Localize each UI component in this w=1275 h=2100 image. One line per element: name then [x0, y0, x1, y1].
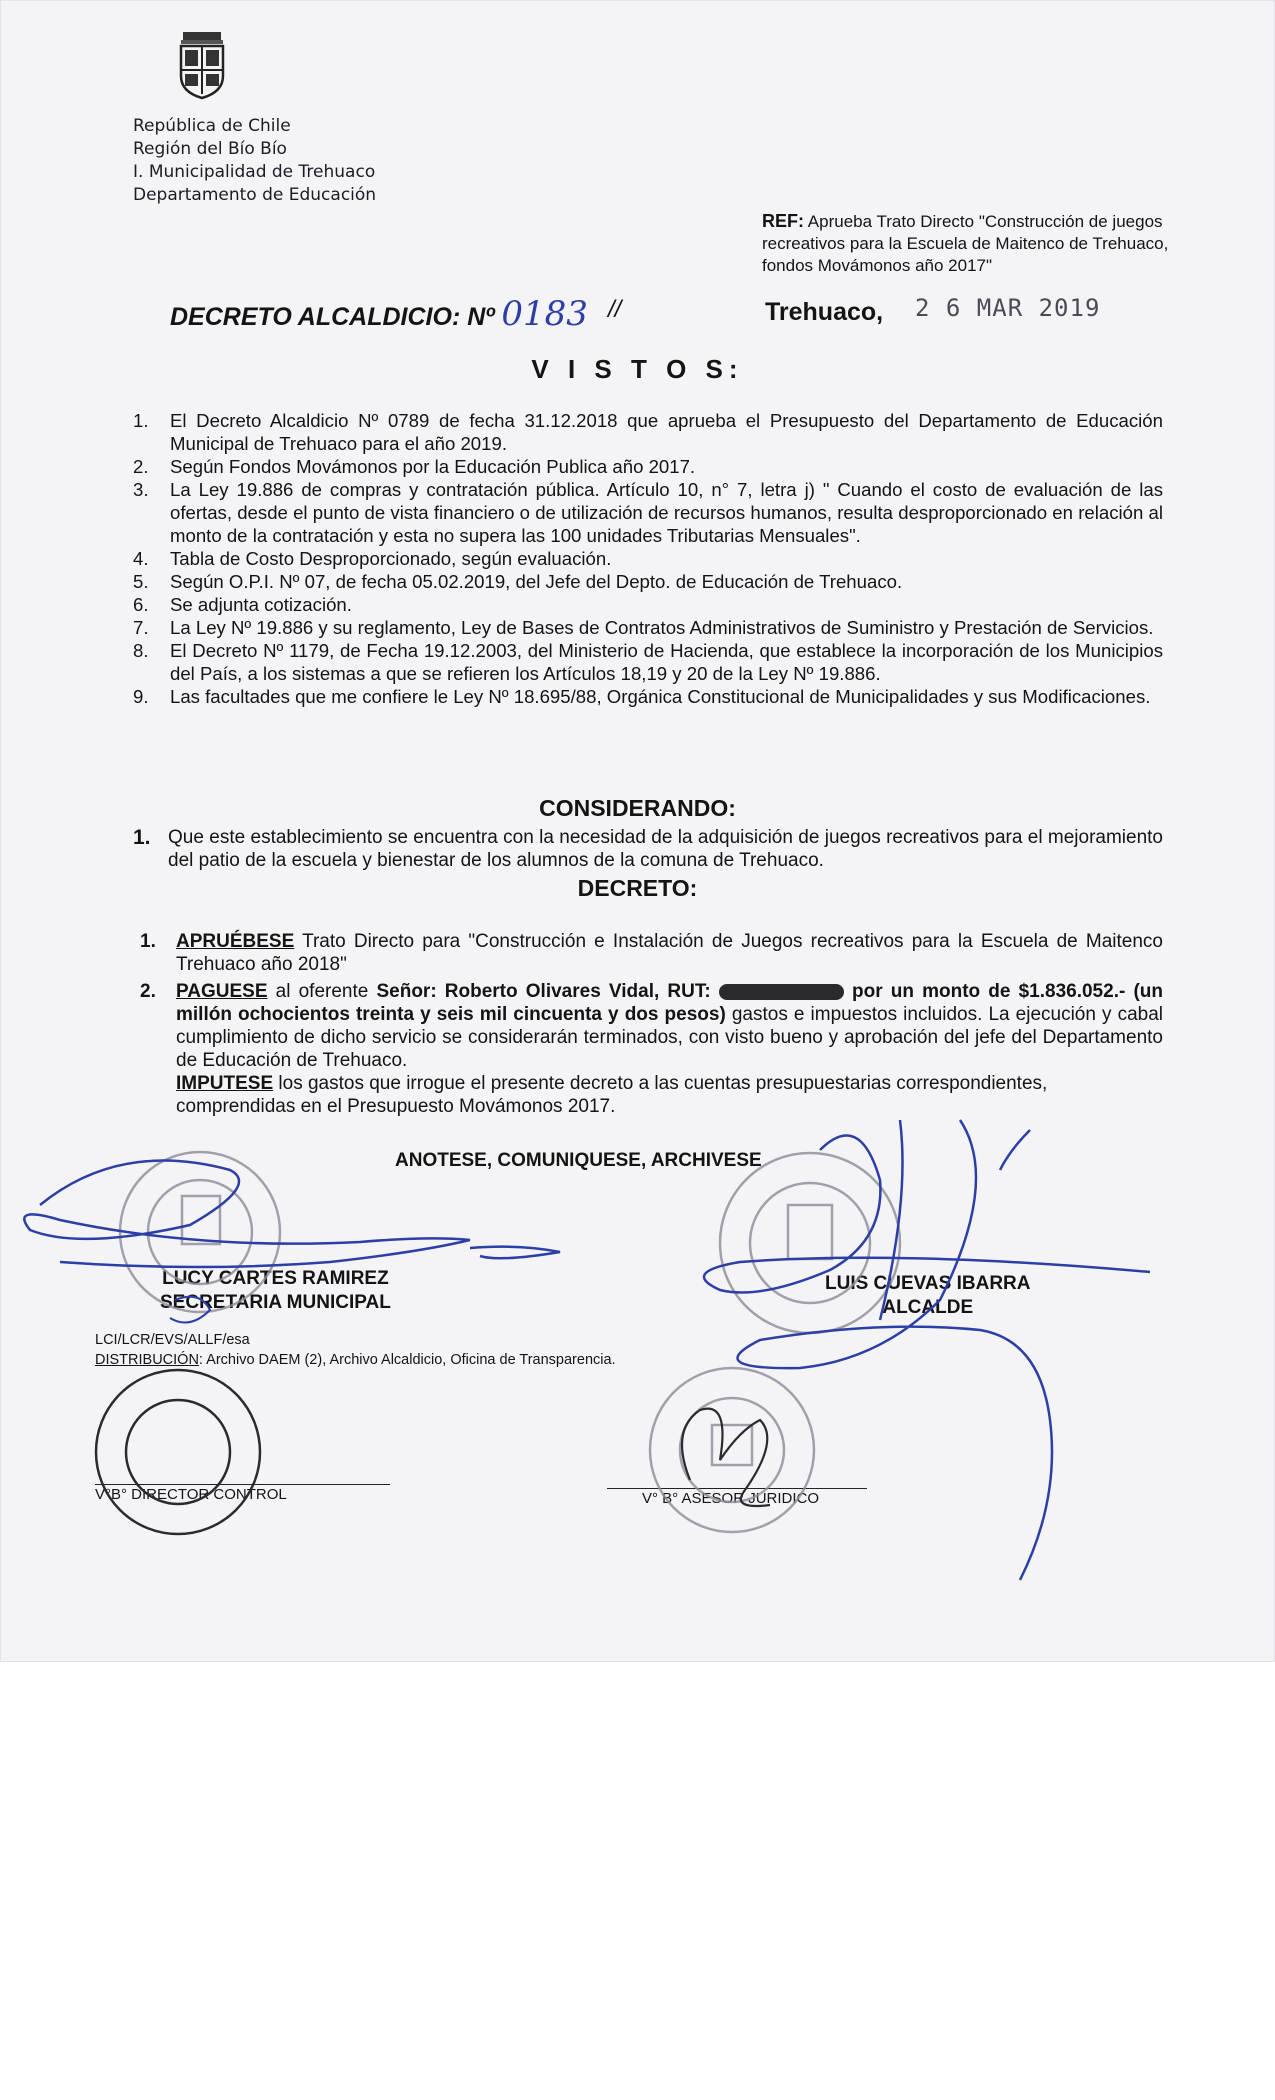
- decreto-heading: DECRETO:: [577, 875, 698, 901]
- header-line: Región del Bío Bío: [133, 139, 287, 159]
- signature-line-juridico: [607, 1488, 867, 1489]
- header-line: República de Chile: [133, 116, 291, 136]
- approve-keyword: APRUÉBESE: [176, 931, 295, 952]
- decreto-item-number: 1.: [140, 931, 156, 952]
- decreto-item-number: 2.: [140, 981, 156, 1002]
- distribution-label: DISTRIBUCIÓN: [95, 1352, 199, 1368]
- list-item: 7. La Ley Nº 19.886 y su reglamento, Ley de Bases de Contratos Administrativos de Suministro y Prestación de Servicios.: [133, 617, 1154, 638]
- decree-number-handwritten: 0183: [501, 294, 588, 334]
- list-item: 8. El Decreto Nº 1179, de Fecha 19.12.2003, del Ministerio de Hacienda, que establece la incorporación de los Municipios del País, a los sistemas a que se refieren los Artículos 18,19 y 20 de la Ley Nº 19.886.: [133, 640, 1163, 684]
- list-item: 6. Se adjunta cotización.: [133, 594, 352, 615]
- vb-control-label: V°B° DIRECTOR CONTROL: [95, 1486, 287, 1503]
- redacted-rut: [719, 984, 844, 1000]
- issuer-header: [133, 115, 376, 207]
- decree-slashes: //: [608, 296, 622, 323]
- imputese-paragraph: [140, 1072, 1163, 1118]
- closing-formula: ANOTESE, COMUNIQUESE, ARCHIVESE: [395, 1150, 762, 1171]
- reference-block: [762, 210, 1182, 277]
- distribution-text: : Archivo DAEM (2), Archivo Alcaldicio, Oficina de Transparencia.: [198, 1352, 616, 1368]
- ref-text: Aprueba Trato Directo "Construcción de juegos recreativos para la Escuela de Maitenco de Trehuaco, fondos Movámonos año 2017": [762, 212, 1169, 275]
- header-line: I. Municipalidad de Trehuaco: [133, 162, 376, 182]
- signer-name: LUCY CARTES RAMIREZ: [162, 1268, 389, 1289]
- list-item: 1. El Decreto Alcaldicio Nº 0789 de fecha 31.12.2018 que aprueba el Presupuesto del Departamento de Educación Municipal de Trehuaco para el año 2019.: [133, 410, 1163, 454]
- pay-text: al oferente: [267, 981, 377, 1002]
- pay-amount: por un monto de $1.836.052.- (un millón ochocientos treinta y seis mil cincuenta y dos pesos): [176, 981, 1163, 1025]
- approve-text: Trato Directo para "Construcción e Instalación de Juegos recreativos para la Escuela de Maitenco Trehuaco año 2018": [176, 931, 1163, 975]
- signer-name: LUIS CUEVAS IBARRA: [825, 1273, 1031, 1294]
- considerando-number: 1.: [133, 826, 151, 849]
- considerando-heading: CONSIDERANDO:: [539, 795, 736, 821]
- vistos-list: [133, 409, 1163, 708]
- ref-label: REF:: [762, 211, 804, 231]
- list-item: 5. Según O.P.I. Nº 07, de fecha 05.02.2019, del Jefe del Depto. de Educación de Trehuaco.: [133, 571, 903, 592]
- pay-keyword: PAGUESE: [176, 981, 268, 1002]
- header-line: Departamento de Educación: [133, 185, 377, 205]
- list-item: 2. Según Fondos Movámonos por la Educación Publica año 2017.: [133, 456, 696, 477]
- decree-title: [170, 294, 588, 334]
- payee-name: Señor: Roberto Olivares Vidal, RUT:: [376, 981, 711, 1002]
- author-initials: LCI/LCR/EVS/ALLF/esa: [95, 1332, 250, 1348]
- signature-block-secretary: [160, 1267, 391, 1315]
- list-item: 4. Tabla de Costo Desproporcionado, según evaluación.: [133, 548, 612, 569]
- distribution-line: [95, 1352, 616, 1368]
- considerando-text: Que este establecimiento se encuentra con la necesidad de la adquisición de juegos recreativos para el mejoramiento del patio de la escuela y bienestar de los alumnos de la comuna de Trehuaco.: [168, 827, 1163, 871]
- imputese-text: los gastos que irrogue el presente decreto a las cuentas presupuestarias correspondientes, comprendidas en el Presupuesto Movámonos 2017.: [176, 1073, 1048, 1117]
- signature-block-mayor: [825, 1272, 1031, 1320]
- considerando-item: [133, 826, 1163, 872]
- list-item: 9. Las facultades que me confiere le Ley Nº 18.695/88, Orgánica Constitucional de Municipalidades y sus Modificaciones.: [133, 686, 1151, 707]
- date-stamp: 2 6 MAR 2019: [915, 294, 1101, 322]
- pay-conditions: gastos e impuestos incluidos. La ejecución y cabal cumplimiento de dicho servicio se considerarán terminados, con visto bueno y aprobación del jefe del Departamento de Educación de Trehuaco.: [176, 1004, 1163, 1071]
- decree-place: Trehuaco,: [765, 298, 884, 326]
- decree-title-label: DECRETO ALCALDICIO: Nº: [170, 303, 495, 331]
- list-item: 3. La Ley 19.886 de compras y contratación pública. Artículo 10, n° 7, letra j) " Cuando el costo de evaluación de las ofertas, desde el punto de vista financiero o de utilización de recursos humanos, resulta desproporcionado en relación al monto de la contratación y esta no supera las 100 unidades Tributarias Mensuales".: [133, 479, 1163, 546]
- signature-line-control: [95, 1484, 390, 1485]
- signer-title: ALCALDE: [882, 1297, 974, 1318]
- imputese-keyword: IMPUTESE: [176, 1073, 274, 1094]
- decreto-item-pay: [140, 980, 1163, 1072]
- signer-title: SECRETARIA MUNICIPAL: [160, 1292, 391, 1313]
- municipal-coat-of-arms-icon: [175, 30, 229, 100]
- vistos-heading: V I S T O S:: [531, 354, 744, 384]
- decreto-item-approve: [140, 930, 1163, 976]
- vb-juridico-label: V° B° ASESOR JURIDICO: [642, 1490, 820, 1507]
